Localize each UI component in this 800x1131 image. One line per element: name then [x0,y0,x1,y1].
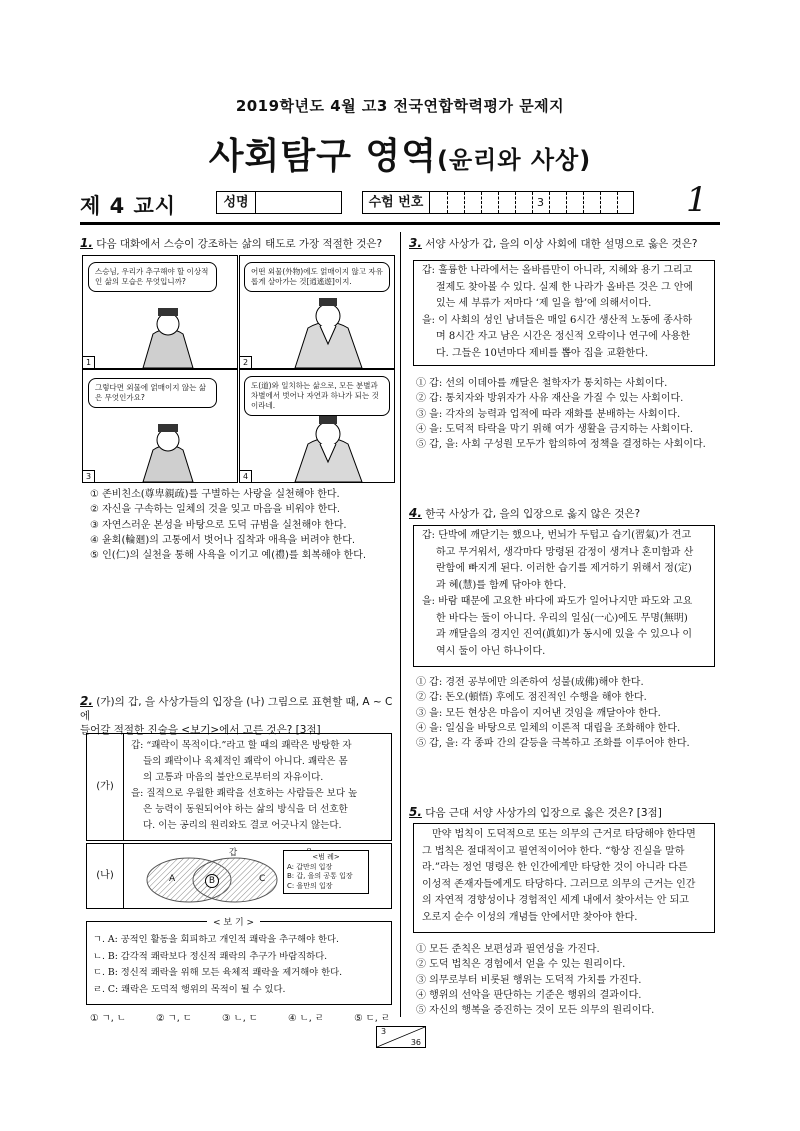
option[interactable]: ② 갑: 통치자와 방위자가 사유 재산을 가질 수 있는 사회이다. [416,393,684,405]
page-title [0,128,800,179]
option[interactable]: ① 갑: 경전 공부에만 의존하여 성불(成佛)해야 한다. [416,677,644,688]
venn-legend: <범 례> A: 갑만의 입장 B: 갑, 을의 공통 입장 C: 을만의 입장 [283,850,369,894]
q3-stem: 3. 서양 사상가 갑, 을의 이상 사회에 대한 설명으로 옳은 것은? [409,236,698,250]
speech-bubble: 스승님, 우리가 추구해야 할 이상적인 삶의 모습은 무엇입니까? [88,262,217,292]
option[interactable]: ③ 의무로부터 비롯된 행위는 도덕적 가치를 가진다. [416,974,642,986]
speech-bubble: 도(道)와 일치하는 삶으로, 모든 분별과 차별에서 벗어나 자연과 하나가 되는 것이라네. [244,376,390,416]
q3-options [416,376,706,452]
ga-label: (가) [87,734,124,840]
q3-passage-box [413,260,715,366]
option[interactable]: ② 자신을 구속하는 일체의 것을 잊고 마음을 비워야 한다. [90,504,341,516]
cartoon-panel-1 [82,255,238,369]
option[interactable]: ① 존비친소(尊卑親疏)를 구별하는 사랑을 실천해야 한다. [90,489,340,500]
page-total: 36 [410,1038,421,1047]
page-current: 3 [381,1027,387,1036]
q5-stem: 5. 다음 근대 서양 사상가의 입장으로 옳은 것은? [3점] [409,805,662,819]
q2-ga-box [86,733,392,841]
option[interactable]: ① 모든 준칙은 보편성과 필연성을 가진다. [416,944,600,955]
na-label: (나) [87,844,124,908]
cartoon-panel-2 [239,255,395,369]
q1-cartoon [82,255,394,481]
teacher-figure-icon [240,370,394,482]
venn-left-label: 갑 [229,848,238,858]
name-field[interactable] [216,191,342,214]
speech-bubble: 어떤 외물(外物)에도 얽매이지 않고 자유롭게 살아가는 것[逍遙遊]이지. [244,262,390,292]
q5-options [416,942,654,1018]
student-figure-icon [83,256,237,368]
q1-options [90,487,366,563]
q4-passage: 갑: 단박에 깨닫기는 했으나, 번뇌가 두텁고 습기(習氣)가 견고 하고 무거워서, 생각마다 망령된 감정이 생겨나 혼미함과 산 란함에 빠지게 된다. 이러한 습기를 제거하기 위해서 정(定) 과 혜(慧)를 함께 닦아야 한다. 을: 바람 때문에 고요한 바다에 파도가 일어나지만 파도와 고요 한 바다는 둘이 아니다. 우리의 일심(一心)에도 무명(無明) 과 깨달음의 경지인 진여(眞如)가 동시에 있을 수 있으나 이 역시 둘이 아닌 하나이다. [422,530,694,657]
exam-number-digit: 3 [537,196,544,209]
panel-number: 4 [240,470,252,482]
q2-na-box [86,843,392,909]
exam-number-cells [430,192,633,213]
teacher-figure-icon [240,256,394,368]
q4-passage-box [413,525,715,667]
panel-number: 3 [83,470,95,482]
option[interactable]: ④ 행위의 선악을 판단하는 기준은 행위의 결과이다. [416,989,642,1001]
title-sub: (윤리와 사상) [436,146,592,174]
q4-options [416,675,690,751]
venn-region-b: B [205,874,219,888]
bogi-list: ㄱ. A: 공적인 활동을 회피하고 개인적 쾌락을 추구해야 한다. ㄴ. B: 감각적 쾌락보다 정신적 쾌락의 추구가 바람직하다. ㄷ. B: 정신적 쾌락을 위해 모든 육체적 쾌락을 제거해야 한다. ㄹ. C: 쾌락은 도덕적 행위의 목적이 될 수 있다. [93,934,343,995]
exam-number-label: 수험 번호 [363,192,430,213]
option[interactable]: ③ 을: 각자의 능력과 업적에 따라 재화를 분배하는 사회이다. [416,408,681,420]
header-rule [80,222,720,225]
q2-answers [90,1010,390,1024]
panel-number: 1 [83,356,95,368]
page-number: 1 [686,180,708,220]
q4-stem: 4. 한국 사상가 갑, 을의 입장으로 옳지 않은 것은? [409,506,641,520]
option[interactable]: ④ 을: 도덕적 타락을 막기 위해 여가 생활을 금지하는 사회이다. [416,423,693,435]
q2-stem: 2. (가)의 갑, 을 사상가들의 입장을 (나) 그림으로 표현할 때, A ~ C에 들어갈 적절한 진술을 <보기>에서 고른 것은? [3점] [80,694,393,736]
speech-bubble: 그렇다면 외물에 얽매이지 않는 삶은 무엇인가요? [88,378,217,408]
option[interactable]: ⑤ ㄷ, ㄹ [354,1013,390,1024]
option[interactable]: ④ 을: 일심을 바탕으로 일체의 이론적 대립을 조화해야 한다. [416,722,681,734]
q5-passage-box [413,823,715,933]
option[interactable]: ⑤ 인(仁)의 실천을 통해 사욕을 이기고 예(禮)를 회복해야 한다. [90,550,367,562]
q1-stem: 1. 다음 대화에서 스승이 강조하는 삶의 태도로 가장 적절한 것은? [80,236,383,250]
option[interactable]: ⑤ 자신의 행복을 증진하는 것이 모든 의무의 원리이다. [416,1005,655,1017]
q5-passage: 만약 법칙이 도덕적으로 또는 의무의 근거로 타당해야 한다면 그 법칙은 절대적이고 필연적이어야 한다. “항상 진실을 말하 라.”라는 정언 명령은 한 인간에게만 타당한 것이 아니라 다른 이성적 존재자들에게도 타당하다. 그러므로 의무의 근거는 인간 의 자연적 경향성이나 경험적인 세계 내에서 찾아서는 안 되고 오로지 순수 이성의 개념들 안에서만 찾아야 한다. [422,829,696,923]
option[interactable]: ③ 을: 모든 현상은 마음이 지어낸 것임을 깨달아야 한다. [416,707,661,719]
option[interactable]: ③ 자연스러운 본성을 바탕으로 도덕 규범을 실천해야 한다. [90,519,347,531]
q2-bogi-box [86,918,392,1005]
option[interactable]: ② 갑: 돈오(頓悟) 후에도 점진적인 수행을 해야 한다. [416,692,647,704]
bogi-title: < 보 기 > [207,915,260,928]
panel-number: 2 [240,356,252,368]
venn-region-a: A [169,874,176,884]
name-label: 성명 [217,192,256,213]
column-divider [400,232,401,1017]
option[interactable]: ⑤ 갑, 을: 사회 구성원 모두가 합의하여 정책을 결정하는 사회이다. [416,439,706,451]
option[interactable]: ③ ㄴ, ㄷ [222,1013,258,1024]
page-counter [376,1026,426,1048]
option[interactable]: ② ㄱ, ㄷ [156,1013,192,1024]
exam-number-field[interactable] [362,191,634,214]
option[interactable]: ① 갑: 선의 이데아를 깨달은 철학자가 통치하는 사회이다. [416,378,668,389]
option[interactable]: ④ ㄴ, ㄹ [288,1013,324,1024]
q3-passage: 갑: 훌륭한 나라에서는 올바름만이 아니라, 지혜와 용기 그리고 절제도 찾아볼 수 있다. 실제 한 나라가 올바른 것은 그 안에 있는 세 부류가 저마다 ‘제 일을 함’에 의해서이다. 을: 이 사회의 성인 남녀들은 매일 6시간 생산적 노동에 종사하 며 8시간 자고 남은 시간은 정신적 오락이나 연구에 사용한 다. 그들은 10년마다 제비를 뽑아 집을 교환한다. [422,265,694,359]
cartoon-panel-3 [82,369,238,483]
option[interactable]: ① ㄱ, ㄴ [90,1013,126,1024]
exam-line: 2019학년도 4월 고3 전국연합학력평가 문제지 [235,97,565,115]
ga-text: 갑: “쾌락이 목적이다.”라고 할 때의 쾌락은 방탕한 자 들의 쾌락이나 육체적인 쾌락이 아니다. 쾌락은 몸 의 고통과 마음의 불안으로부터의 자유이다. 을: 질적으로 우월한 쾌락을 선호하는 사람들은 보다 높 은 능력이 동원되어야 하는 삶의 방식을 더 선호한 다. 이는 공리의 원리와도 결코 어긋나지 않는다. [131,740,358,831]
student-figure-icon [83,370,237,482]
period-label: 제 4 교시 [80,194,177,218]
cartoon-panel-4 [239,369,395,483]
venn-region-c: C [259,874,266,884]
option[interactable]: ② 도덕 법칙은 경험에서 얻을 수 있는 원리이다. [416,959,626,971]
option[interactable]: ④ 윤회(輪廻)의 고통에서 벗어나 집착과 애욕을 버려야 한다. [90,534,356,546]
option[interactable]: ⑤ 갑, 을: 각 종파 간의 갈등을 극복하고 조화를 이루어야 한다. [416,738,690,750]
title-main: 사회탐구 영역 [208,136,437,177]
